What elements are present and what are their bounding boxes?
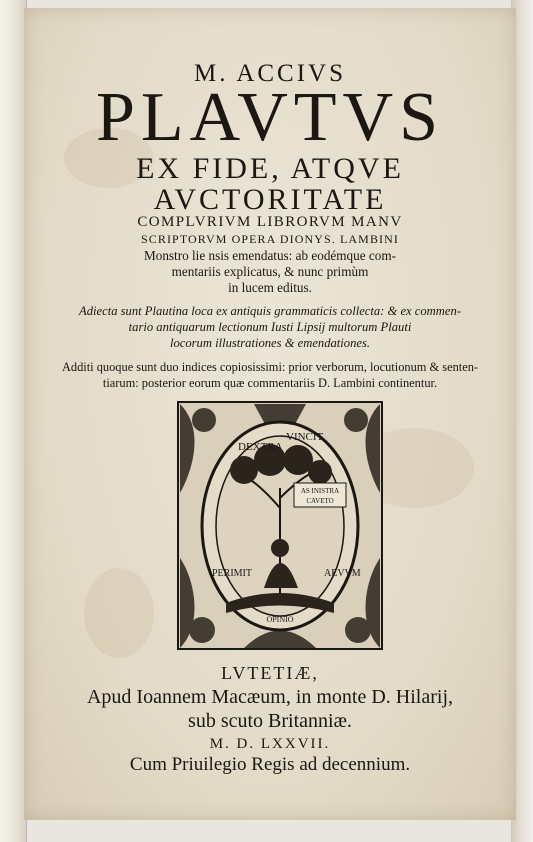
paper-stain bbox=[84, 568, 154, 658]
subtitle-line-4: SCRIPTORVM OPERA DIONYS. LAMBINI bbox=[140, 232, 400, 246]
privilege-line: Cum Priuilegio Regis ad decennium. bbox=[129, 754, 411, 775]
subtitle-line-3: COMPLVRIVM LIBRORVM MANV bbox=[137, 214, 403, 230]
author-line: M. ACCIVS bbox=[193, 60, 347, 87]
title-page bbox=[24, 8, 516, 820]
italic-note-line: tario antiquarum lectionum Iusti Lipsij multorum Plauti bbox=[128, 320, 412, 334]
indices-note-line: Additi quoque sunt duo indices copiosissimi: prior verborum, locutionum & senten- bbox=[61, 360, 479, 374]
subtitle-line-1: EX FIDE, ATQVE bbox=[136, 152, 404, 185]
printer-device-woodcut bbox=[174, 398, 386, 653]
editor-line: in lucem editus. bbox=[228, 280, 312, 295]
imprint-city: LVTETIÆ, bbox=[221, 663, 319, 683]
editor-line: mentariis explicatus, & nunc primùm bbox=[171, 264, 369, 279]
italic-note-line: locorum illustrationes & emendationes. bbox=[169, 336, 371, 350]
motto-left-lower: PERIMIT bbox=[212, 568, 252, 579]
subtitle-line-2: AVCTORITATE bbox=[153, 183, 387, 216]
motto-top: VINCIT bbox=[286, 431, 324, 443]
imprint-sign: sub scuto Britanniæ. bbox=[188, 710, 352, 732]
main-title: PLAVTVS bbox=[95, 79, 444, 156]
editor-line: Monstro lie nsis emendatus: ab eodémque com- bbox=[144, 248, 396, 263]
italic-note-line: Adiecta sunt Plautina loca ex antiquis grammaticis collecta: & ex commen- bbox=[79, 304, 461, 318]
scroll-text-1: AS INISTRA bbox=[300, 487, 340, 495]
motto-right-lower: AEVVM bbox=[324, 568, 361, 579]
scroll-text-2: CAVETO bbox=[306, 497, 334, 505]
imprint-publisher: Apud Ioannem Macæum, in monte D. Hilarij, bbox=[86, 686, 454, 708]
motto-left: DEXTRA bbox=[238, 441, 283, 453]
bottom-label: OPINIO bbox=[266, 615, 294, 624]
indices-note-line: tiarum: posterior eorum quæ commentariis D. Lambini continentur. bbox=[102, 376, 438, 390]
imprint-date: M. D. LXXVII. bbox=[209, 736, 331, 752]
book-binding-edge bbox=[0, 0, 27, 842]
